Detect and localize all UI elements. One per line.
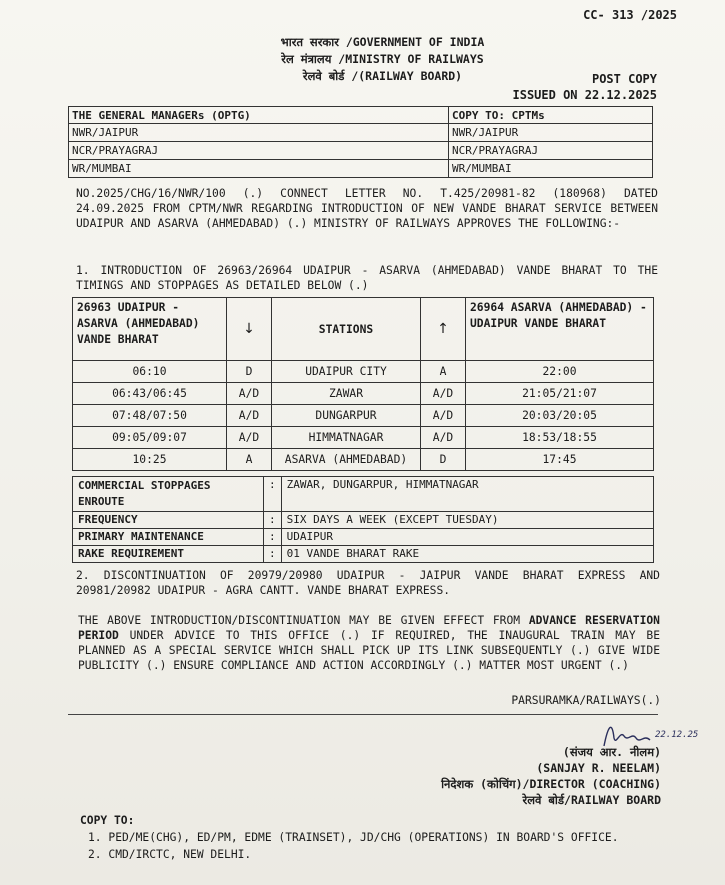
reference-number: CC- 313 /2025 xyxy=(583,8,677,22)
table-row xyxy=(73,383,654,405)
closing-paragraph xyxy=(78,613,660,673)
letterhead-line-2: रेल मंत्रालय /MINISTRY OF RAILWAYS xyxy=(281,52,484,66)
addressee-cell: WR/MUMBAI xyxy=(449,160,653,178)
addressee-cell: NCR/PRAYAGRAJ xyxy=(449,142,653,160)
detail-separator: : xyxy=(264,546,282,563)
table-row xyxy=(69,160,653,178)
up-arrow-icon: ↑ xyxy=(421,298,466,361)
detail-value: UDAIPUR xyxy=(281,529,653,546)
signatory-name: (SANJAY R. NEELAM) xyxy=(536,761,661,775)
detail-value: 01 VANDE BHARAT RAKE xyxy=(281,546,653,563)
down-time: 10:25 xyxy=(73,449,227,471)
point-2: 2. DISCONTINUATION OF 20979/20980 UDAIPUR - JAIPUR VANDE BHARAT EXPRESS AND 20981/20982 UDAIPUR - AGRA CANTT. VANDE BHARAT EXPRESS. xyxy=(76,569,660,597)
list-item: 1. PED/ME(CHG), ED/PM, EDME (TRAINSET), JD/CHG (OPERATIONS) IN BOARD'S OFFICE. xyxy=(88,831,619,844)
station-name: DUNGARPUR xyxy=(272,405,421,427)
down-time: 06:43/06:45 xyxy=(73,383,227,405)
addressee-cell: NCR/PRAYAGRAJ xyxy=(69,142,449,160)
divider xyxy=(68,714,658,715)
up-code: D xyxy=(421,449,466,471)
station-name: HIMMATNAGAR xyxy=(272,427,421,449)
up-time: 21:05/21:07 xyxy=(466,383,654,405)
closing-text-1: THE ABOVE INTRODUCTION/DISCONTINUATION MAY BE GIVEN EFFECT FROM xyxy=(78,614,529,627)
list-item: 2. CMD/IRCTC, NEW DELHI. xyxy=(88,848,252,861)
addressee-header-gm: THE GENERAL MANAGERs (OPTG) xyxy=(69,107,449,124)
down-arrow-icon: ↓ xyxy=(227,298,272,361)
up-code: A xyxy=(421,361,466,383)
up-code: A/D xyxy=(421,427,466,449)
signatory-hindi-name: (संजय आर. नीलम) xyxy=(562,745,661,759)
detail-separator: : xyxy=(264,512,282,529)
up-time: 22:00 xyxy=(466,361,654,383)
table-row xyxy=(73,405,654,427)
service-details-table xyxy=(72,476,654,563)
closing-text-2: UNDER ADVICE TO THIS OFFICE (.) IF REQUIRED, THE INAUGURAL TRAIN MAY BE PLANNED AS A SPECIAL SERVICE WHICH SHALL PICK UP ITS LINK SUBSEQUENTLY (.) GIVE WIDE PUBLICITY (.) ENSURE COMPLIANCE AND ACTION ACCORDINGLY (.) MATTER MOST URGENT (.) xyxy=(78,629,660,672)
down-code: A xyxy=(227,449,272,471)
detail-separator: : xyxy=(264,477,282,512)
down-time: 07:48/07:50 xyxy=(73,405,227,427)
detail-value: SIX DAYS A WEEK (EXCEPT TUESDAY) xyxy=(281,512,653,529)
point-1: 1. INTRODUCTION OF 26963/26964 UDAIPUR - ASARVA (AHMEDABAD) VANDE BHARAT TO THE TIMINGS AND STOPPAGES AS DETAILED BELOW (.) xyxy=(76,264,658,292)
table-row xyxy=(73,427,654,449)
detail-label: PRIMARY MAINTENANCE xyxy=(73,529,264,546)
detail-label: RAKE REQUIREMENT xyxy=(73,546,264,563)
detail-separator: : xyxy=(264,529,282,546)
up-train-header: 26964 ASARVA (AHMEDABAD) - UDAIPUR VANDE BHARAT xyxy=(466,298,654,361)
down-train-header: 26963 UDAIPUR - ASARVA (AHMEDABAD) VANDE BHARAT xyxy=(73,298,227,361)
down-time: 09:05/09:07 xyxy=(73,427,227,449)
signature-block xyxy=(441,744,661,808)
down-code: A/D xyxy=(227,383,272,405)
table-row xyxy=(73,477,654,512)
timetable-header-row xyxy=(73,298,654,361)
addressee-cell: NWR/JAIPUR xyxy=(69,124,449,142)
up-time: 20:03/20:05 xyxy=(466,405,654,427)
closing-bold-text: ADVANCE RESERVATION PERIOD xyxy=(78,614,660,642)
table-row xyxy=(69,142,653,160)
signature-date: 22.12.25 xyxy=(655,730,699,740)
up-time: 18:53/18:55 xyxy=(466,427,654,449)
detail-value: ZAWAR, DUNGARPUR, HIMMATNAGAR xyxy=(281,477,653,512)
down-code: A/D xyxy=(227,427,272,449)
timetable xyxy=(72,297,654,471)
letterhead-line-3: रेलवे बोर्ड /(RAILWAY BOARD) xyxy=(302,69,463,83)
signatory-office: रेलवे बोर्ड/RAILWAY BOARD xyxy=(522,793,661,807)
up-code: A/D xyxy=(421,405,466,427)
down-code: D xyxy=(227,361,272,383)
table-row xyxy=(73,546,654,563)
addressee-cell: WR/MUMBAI xyxy=(69,160,449,178)
addressee-header-copy: COPY TO: CPTMs xyxy=(449,107,653,124)
station-name: ZAWAR xyxy=(272,383,421,405)
down-code: A/D xyxy=(227,405,272,427)
table-row xyxy=(73,512,654,529)
copy-to-section xyxy=(80,812,660,863)
addressee-table xyxy=(68,106,653,178)
table-row xyxy=(73,361,654,383)
down-time: 06:10 xyxy=(73,361,227,383)
table-row xyxy=(69,124,653,142)
up-code: A/D xyxy=(421,383,466,405)
signatory-designation: निदेशक (कोचिंग)/DIRECTOR (COACHING) xyxy=(441,777,661,791)
issued-date: ISSUED ON 22.12.2025 xyxy=(512,88,657,102)
station-name: ASARVA (AHMEDABAD) xyxy=(272,449,421,471)
table-row xyxy=(73,449,654,471)
copy-to-heading: COPY TO: xyxy=(80,814,135,827)
up-time: 17:45 xyxy=(466,449,654,471)
table-row xyxy=(73,529,654,546)
addressee-cell: NWR/JAIPUR xyxy=(449,124,653,142)
intro-paragraph: NO.2025/CHG/16/NWR/100 (.) CONNECT LETTER NO. T.425/20981-82 (180968) DATED 24.09.2025 FROM CPTM/NWR REGARDING INTRODUCTION OF NEW VANDE BHARAT SERVICE BETWEEN UDAIPUR AND ASARVA (AHMEDABAD) (.) MINISTRY OF RAILWAYS APPROVES THE FOLLOWING:- xyxy=(76,187,658,230)
station-name: UDAIPUR CITY xyxy=(272,361,421,383)
post-copy-label: POST COPY xyxy=(591,72,657,86)
letterhead-line-1: भारत सरकार /GOVERNMENT OF INDIA xyxy=(280,35,485,49)
detail-label: FREQUENCY xyxy=(73,512,264,529)
telegraphic-address: PARSURAMKA/RAILWAYS(.) xyxy=(511,694,661,707)
detail-label: COMMERCIAL STOPPAGES ENROUTE xyxy=(73,477,264,512)
stations-header: STATIONS xyxy=(272,298,421,361)
